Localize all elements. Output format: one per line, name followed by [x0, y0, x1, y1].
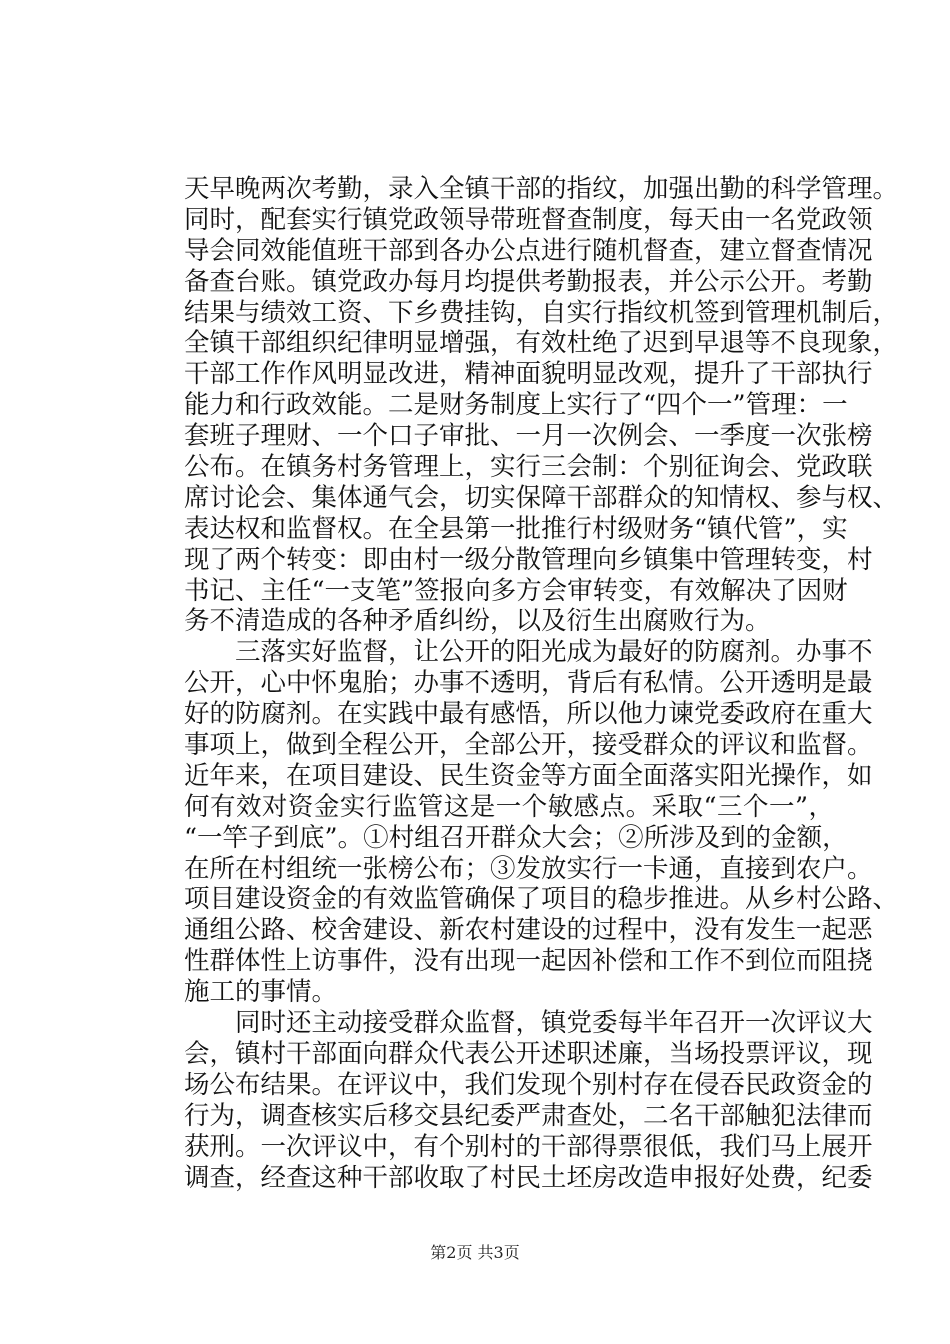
- text-line: 好的防腐剂。在实践中最有感悟，所以他力谏党委政府在重大: [184, 699, 873, 730]
- text-line: 事项上，做到全程公开，全部公开，接受群众的评议和监督。: [184, 730, 873, 761]
- text-line: 务不清造成的各种矛盾纠纷，以及衍生出腐败行为。: [184, 606, 771, 637]
- text-line: 通组公路、校舍建设、新农村建设的过程中，没有发生一起恶: [184, 915, 873, 946]
- text-line: 全镇干部组织纪律明显增强，有效杜绝了迟到早退等不良现象，: [184, 328, 899, 359]
- text-line: 近年来，在项目建设、民生资金等方面全面落实阳光操作，如: [184, 760, 873, 791]
- text-line: 能力和行政效能。二是财务制度上实行了“四个一”管理：一: [184, 390, 848, 421]
- text-line: 导会同效能值班干部到各办公点进行随机督查，建立督查情况: [184, 235, 873, 266]
- text-line: 公开，心中怀鬼胎；办事不透明，背后有私情。公开透明是最: [184, 668, 873, 699]
- body-text: [184, 174, 899, 1193]
- text-line: 席讨论会、集体通气会，切实保障干部群众的知情权、参与权、: [184, 482, 899, 513]
- text-line: 调查，经查这种干部收取了村民土坯房改造申报好处费，纪委: [184, 1162, 873, 1193]
- text-line: 会，镇村干部面向群众代表公开述职述廉，当场投票评议，现: [184, 1038, 873, 1069]
- text-line: 结果与绩效工资、下乡费挂钩，自实行指纹机签到管理机制后，: [184, 297, 899, 328]
- text-line: 何有效对资金实行监管这是一个敏感点。采取“三个一”，: [184, 791, 834, 822]
- text-line: 表达权和监督权。在全县第一批推行村级财务“镇代管”，实: [184, 513, 848, 544]
- text-line: 施工的事情。: [184, 977, 338, 1008]
- text-line: 备查台账。镇党政办每月均提供考勤报表，并公示公开。考勤: [184, 266, 873, 297]
- text-line: 公布。在镇务村务管理上，实行三会制：个别征询会、党政联: [184, 452, 873, 483]
- text-line: 套班子理财、一个口子审批、一月一次例会、一季度一次张榜: [184, 421, 873, 452]
- text-line: 在所在村组统一张榜公布；③发放实行一卡通，直接到农户。: [184, 853, 873, 884]
- text-line: “一竿子到底”。①村组召开群众大会；②所涉及到的金额，: [184, 822, 848, 853]
- text-line: 书记、主任“一支笔”签报向多方会审转变，有效解决了因财: [184, 575, 848, 606]
- page-footer: 第2页 共3页: [430, 1243, 520, 1262]
- text-line: 场公布结果。在评议中，我们发现个别村存在侵吞民政资金的: [184, 1069, 873, 1100]
- text-line: 天早晚两次考勤，录入全镇干部的指纹，加强出勤的科学管理。: [184, 174, 899, 204]
- text-line: 干部工作作风明显改进，精神面貌明显改观，提升了干部执行: [184, 359, 873, 390]
- text-line: 项目建设资金的有效监管确保了项目的稳步推进。从乡村公路、: [184, 884, 899, 915]
- text-line: 同时还主动接受群众监督，镇党委每半年召开一次评议大: [184, 1008, 873, 1039]
- text-line: 三落实好监督，让公开的阳光成为最好的防腐剂。办事不: [184, 637, 873, 668]
- text-line: 获刑。一次评议中，有个别村的干部得票很低，我们马上展开: [184, 1131, 873, 1162]
- text-line: 行为，调查核实后移交县纪委严肃查处，二名干部触犯法律而: [184, 1100, 873, 1131]
- text-line: 现了两个转变：即由村一级分散管理向乡镇集中管理转变，村: [184, 544, 873, 575]
- text-line: 性群体性上访事件，没有出现一起因补偿和工作不到位而阻挠: [184, 946, 873, 977]
- text-line: 同时，配套实行镇党政领导带班督查制度，每天由一名党政领: [184, 204, 873, 235]
